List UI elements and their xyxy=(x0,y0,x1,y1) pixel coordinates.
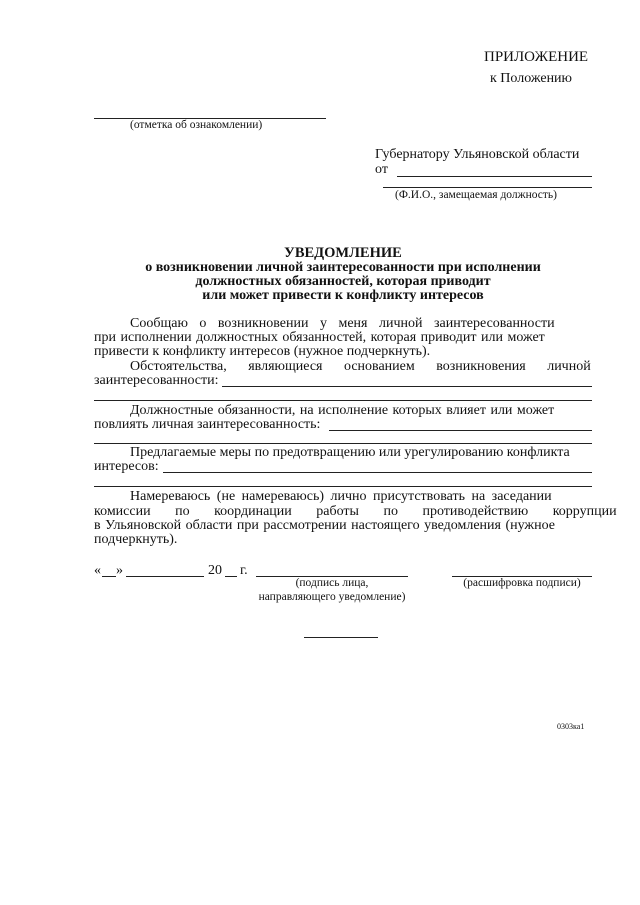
document-title: УВЕДОМЛЕНИЕ xyxy=(284,245,402,261)
paragraph-4-line-2: интересов: xyxy=(94,459,159,474)
date-year-suffix: г. xyxy=(240,563,248,578)
addressee-from-line-2 xyxy=(383,187,592,188)
paragraph-5-line-1: Намереваюсь (не намереваюсь) лично присутствовать на заседании xyxy=(130,489,552,504)
document-code: 0303ка1 xyxy=(557,722,585,731)
circumstances-line-2 xyxy=(94,400,592,401)
date-day-line xyxy=(102,576,116,577)
signature-caption-1: (подпись лица, xyxy=(295,577,369,589)
paragraph-1-line-1: Сообщаю о возникновении у меня личной заинтересованности xyxy=(130,316,555,331)
duties-line-1 xyxy=(329,430,592,431)
paragraph-2-line-2: заинтересованности: xyxy=(94,373,219,388)
paragraph-1-line-2: при исполнении должностных обязанностей, которая приводит или может xyxy=(94,330,545,345)
paragraph-3-line-2: повлиять личная заинтересованность: xyxy=(94,417,321,432)
closing-separator xyxy=(304,637,378,638)
date-month-line xyxy=(126,576,204,577)
document-title-line-3: или может привести к конфликту интересов xyxy=(202,288,484,303)
paragraph-5-line-2: комиссии по координации работы по противодействию коррупции xyxy=(94,504,617,519)
date-open-quote: « xyxy=(94,563,101,578)
paragraph-5-line-3: в Ульяновской области при рассмотрении настоящего уведомления (нужное xyxy=(94,518,555,533)
circumstances-line-1 xyxy=(222,386,592,387)
document-title-line-1: о возникновении личной заинтересованности при исполнении xyxy=(145,260,541,275)
document-title-line-2: должностных обязанностей, которая приводит xyxy=(195,274,491,289)
addressee-from-label: от xyxy=(375,162,388,177)
date-close-quote: » xyxy=(116,563,123,578)
appendix-subtitle: к Положению xyxy=(490,71,573,86)
addressee-from-line xyxy=(397,176,592,177)
acknowledgement-caption: (отметка об ознакомлении) xyxy=(130,119,263,131)
addressee-from-caption: (Ф.И.О., замещаемая должность) xyxy=(395,189,557,201)
paragraph-3-line-1: Должностные обязанности, на исполнение которых влияет или может xyxy=(130,403,555,418)
paragraph-2-line-1: Обстоятельства, являющиеся основанием возникновения личной xyxy=(130,359,591,374)
paragraph-5-line-4: подчеркнуть). xyxy=(94,532,178,547)
paragraph-4-line-1: Предлагаемые меры по предотвращению или урегулированию конфликта xyxy=(130,445,570,460)
date-year-prefix: 20 xyxy=(208,563,222,578)
duties-line-2 xyxy=(94,443,592,444)
date-year-line xyxy=(225,576,237,577)
appendix-title: ПРИЛОЖЕНИЕ xyxy=(484,49,589,65)
signature-decode-caption: (расшифровка подписи) xyxy=(463,577,581,589)
measures-line-1 xyxy=(163,472,592,473)
signature-caption-2: направляющего уведомление) xyxy=(258,591,406,603)
addressee-to: Губернатору Ульяновской области xyxy=(375,147,580,162)
paragraph-1-line-3: привести к конфликту интересов (нужное подчеркнуть). xyxy=(94,344,431,359)
measures-line-2 xyxy=(94,486,592,487)
